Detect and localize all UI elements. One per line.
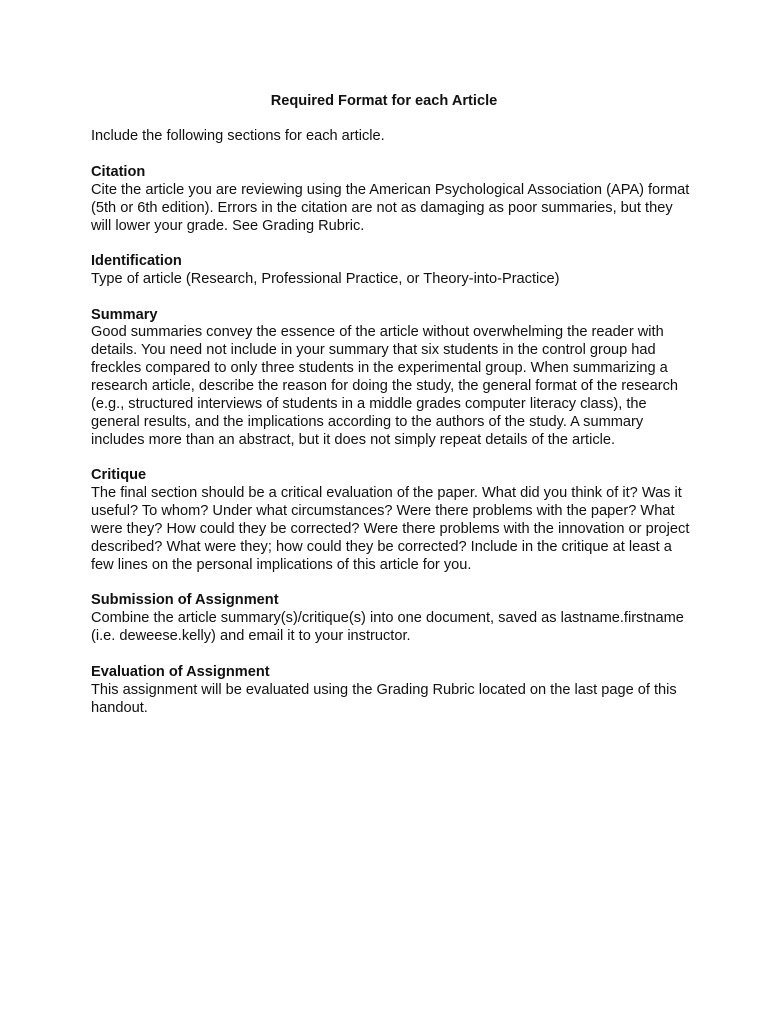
section-heading: Identification bbox=[91, 253, 182, 270]
document-title: Required Format for each Article bbox=[270, 93, 498, 109]
section-body: Cite the article you are reviewing using the American Psychological Association (APA) format (5th or 6th edition). Errors in the citation are not as damaging as poor summaries, but they will lower your grade. See Grading Rubric. bbox=[91, 181, 690, 234]
section-heading: Summary bbox=[91, 306, 158, 323]
section-heading: Critique bbox=[91, 467, 147, 484]
section-identification bbox=[91, 253, 691, 289]
intro-text: Include the following sections for each article. bbox=[91, 128, 385, 144]
section-heading: Submission of Assignment bbox=[91, 592, 279, 609]
section-body: This assignment will be evaluated using the Grading Rubric located on the last page of this handout. bbox=[91, 681, 677, 716]
document-content bbox=[91, 128, 691, 735]
section-submission bbox=[91, 592, 691, 646]
section-critique bbox=[91, 467, 691, 574]
section-body: Combine the article summary(s)/critique(s) into one document, saved as lastname.firstname (i.e. deweese.kelly) and email it to your instructor. bbox=[91, 610, 684, 645]
section-heading: Citation bbox=[91, 163, 146, 180]
section-body: Type of article (Research, Professional Practice, or Theory-into-Practice) bbox=[91, 271, 560, 288]
section-body: Good summaries convey the essence of the article without overwhelming the reader with details. You need not include in your summary that six students in the control group had freckles compared to only three students in the experimental group. When summarizing a research article, describe the reason for doing the study, the general format of the research (e.g., structured interviews of students in a middle grades computer literacy class), the general results, and the implications according to the authors of the study. A summary includes more than an abstract, but it does not simply repeat details of the article. bbox=[91, 324, 679, 448]
section-heading: Evaluation of Assignment bbox=[91, 663, 270, 680]
section-body: The final section should be a critical evaluation of the paper. What did you think of it? Was it useful? To whom? Under what circumstances? Were there problems with the paper? What were they? How could they be corrected? Were there problems with the innovation or project described? What were they; how could they be corrected? Include in the critique at least a few lines on the personal implications of this article for you. bbox=[91, 485, 690, 573]
section-citation bbox=[91, 164, 691, 236]
section-summary bbox=[91, 307, 691, 450]
section-evaluation bbox=[91, 664, 691, 718]
